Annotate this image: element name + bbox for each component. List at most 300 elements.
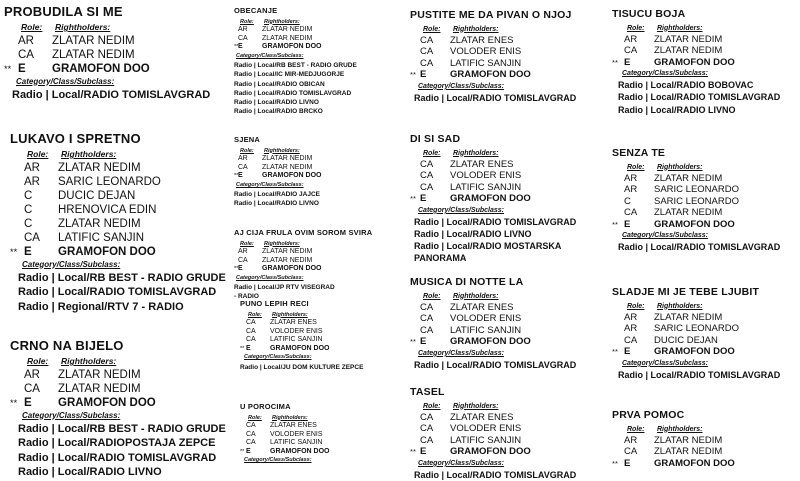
rightholders-header: Rightholders:: [453, 402, 499, 410]
rightholder-row: [622, 173, 780, 185]
role-header: Role:: [27, 356, 49, 366]
rightholder-name: ZLATAR NEDIM: [58, 161, 141, 174]
rightholder-row: [612, 218, 780, 231]
role-code: AR: [24, 368, 40, 381]
rightholder-row: [244, 422, 330, 431]
rightholders-header: Rightholders:: [657, 163, 703, 171]
role-code: E: [624, 218, 631, 230]
role-code: E: [24, 245, 32, 258]
rightholder-name: ZLATAR ENES: [270, 422, 317, 429]
rightholder-name: VOLODER ENIS: [450, 170, 522, 182]
rightholder-row: [10, 396, 226, 410]
role-code: CA: [420, 313, 434, 325]
broadcast-category: Radio | Local/RB BEST - RADIO GRUDE: [18, 422, 226, 435]
broadcast-category: Radio | Local/RADIO LIVNO: [234, 99, 319, 107]
rightholder-row: [418, 170, 576, 182]
column-headers: [236, 240, 372, 249]
rightholder-name: VOLODER ENIS: [270, 327, 323, 335]
rightholders-header: Rightholders:: [272, 311, 308, 318]
rightholder-name: ZLATAR ENES: [450, 158, 514, 170]
rightholder-name: SARIC LEONARDO: [654, 195, 739, 207]
rightholder-row: [418, 435, 576, 447]
rightholder-row: [622, 45, 780, 57]
role-code: AR: [24, 161, 40, 174]
rightholder-row: [236, 43, 357, 52]
category-label: Category/Class/Subclass:: [418, 206, 504, 214]
rightholder-row: [418, 325, 576, 337]
rightholder-row: [22, 368, 226, 382]
rightholders-header: Rightholders:: [657, 425, 703, 433]
rightholder-row: [244, 431, 330, 440]
category-label: Category/Class/Subclass:: [418, 349, 504, 357]
rightholder-row: [418, 182, 576, 194]
rightholder-name: HRENOVICA EDIN: [58, 203, 157, 216]
role-code: E: [238, 43, 243, 51]
role-code: E: [18, 62, 26, 75]
rightholder-row: [240, 344, 363, 354]
role-header: Role:: [240, 240, 254, 247]
column-headers: [16, 22, 210, 34]
role-code: CA: [420, 324, 434, 336]
role-code: E: [624, 56, 631, 68]
rightholder-name: GRAMOFON DOO: [270, 344, 330, 352]
category-label: Category/Class/Subclass:: [236, 52, 304, 59]
column-headers: [244, 311, 363, 320]
role-header: Role:: [248, 414, 262, 421]
song-entry: [612, 8, 780, 116]
rightholders-header: Rightholders:: [264, 18, 300, 25]
rightholder-name: GRAMOFON DOO: [58, 245, 156, 258]
role-header: Role:: [248, 311, 262, 318]
song-entry: [234, 6, 357, 117]
role-header: Role:: [240, 18, 254, 25]
role-header: Role:: [627, 24, 645, 32]
rightholder-row: [4, 62, 210, 76]
role-code: E: [420, 69, 427, 81]
rightholder-row: [236, 257, 372, 266]
role-code: CA: [238, 34, 248, 42]
category-label: Category/Class/Subclass:: [244, 354, 312, 361]
broadcast-category: Radio | Local/RADIO TOMISLAVGRAD: [618, 242, 781, 253]
rightholder-row: [622, 196, 780, 208]
song-title: PUNO LEPIH RECI: [240, 299, 309, 308]
rightholder-row: [418, 313, 576, 325]
role-code: CA: [420, 434, 434, 446]
column-headers: [622, 302, 780, 312]
broadcast-category: Radio | Local/RADIO TOMISLAVGRAD: [18, 286, 217, 298]
song-entry: [4, 4, 210, 102]
rightholder-row: [622, 184, 780, 196]
rightholder-name: ZLATAR NEDIM: [654, 45, 723, 57]
broadcast-category: PANORAMA: [414, 253, 467, 264]
rightholder-name: ZLATAR NEDIM: [262, 256, 313, 264]
song-entry: [240, 299, 363, 372]
broadcast-category: Radio | Local/RADIO OBICAN: [234, 80, 325, 88]
rightholder-name: GRAMOFON DOO: [654, 457, 735, 469]
rightholder-row: [622, 446, 735, 458]
rightholder-name: GRAMOFON DOO: [270, 447, 330, 455]
rightholder-row: [612, 346, 780, 358]
song-title: SJENA: [234, 135, 261, 144]
rightholder-row: [418, 423, 576, 435]
role-code: E: [420, 336, 427, 348]
column-headers: [236, 147, 322, 156]
rightholder-name: ZLATAR NEDIM: [262, 155, 313, 162]
rightholder-name: LATIFIC SANJIN: [450, 181, 522, 193]
rightholder-name: ZLATAR ENES: [450, 301, 514, 313]
song-title: DI SI SAD: [410, 133, 461, 145]
broadcast-category: Radio | Local/IC MIR-MEDJUGORJE: [234, 71, 345, 79]
song-title: LUKAVO I SPRETNO: [10, 131, 141, 146]
rightholders-header: Rightholders:: [453, 292, 499, 300]
role-code: CA: [246, 336, 256, 344]
publisher-marker: **: [410, 447, 416, 457]
rightholder-row: [622, 323, 780, 335]
role-code: CA: [238, 256, 248, 264]
song-title: PROBUDILA SI ME: [4, 4, 123, 19]
role-header: Role:: [627, 425, 645, 433]
role-code: CA: [246, 422, 256, 429]
rightholder-row: [418, 58, 576, 70]
broadcast-category: Radio | Local/RADIO TOMISLAVGRAD: [234, 89, 352, 97]
broadcast-category: Radio | Local/RADIO TOMISLAVGRAD: [414, 92, 577, 103]
rightholder-row: [612, 457, 735, 470]
broadcast-category: Radio | Local/RADIO TOMISLAVGRAD: [414, 359, 577, 370]
rightholders-header: Rightholders:: [55, 22, 111, 32]
broadcast-category: Radio | Local/RADIO LIVNO: [18, 466, 162, 478]
broadcast-category: Radio | Local/RADIO BRCKO: [234, 108, 323, 116]
rightholder-name: ZLATAR NEDIM: [654, 207, 723, 219]
rightholders-header: Rightholders:: [657, 24, 703, 32]
rightholder-name: ZLATAR NEDIM: [654, 434, 723, 446]
rightholder-row: [622, 312, 780, 324]
broadcast-category: Radio | Local/RADIO LIVNO: [414, 229, 532, 240]
rightholder-name: DUCIC DEJAN: [58, 189, 136, 202]
role-code: CA: [420, 34, 434, 46]
broadcast-category: - RADIO: [234, 293, 259, 301]
column-headers: [418, 25, 576, 35]
rightholder-row: [622, 335, 780, 347]
rightholder-name: LATIFIC SANJIN: [270, 439, 323, 447]
role-code: CA: [624, 334, 638, 346]
rightholder-name: GRAMOFON DOO: [450, 193, 531, 205]
publisher-marker: **: [10, 397, 18, 408]
rightholders-header: Rightholders:: [657, 302, 703, 310]
role-code: AR: [624, 311, 638, 323]
rightholder-name: VOLODER ENIS: [450, 46, 522, 58]
role-code: E: [238, 265, 243, 273]
rightholder-name: ZLATAR NEDIM: [52, 34, 135, 47]
role-code: E: [246, 447, 251, 455]
role-header: Role:: [423, 25, 441, 33]
broadcast-category: Radio | Local/RADIO BOBOVAC: [618, 80, 754, 91]
column-headers: [418, 149, 576, 159]
song-entry: [612, 409, 735, 469]
column-headers: [418, 402, 576, 412]
rightholder-name: ZLATAR NEDIM: [262, 34, 313, 42]
rightholder-row: [410, 446, 576, 458]
rightholder-name: GRAMOFON DOO: [262, 43, 322, 51]
rightholder-row: [244, 336, 363, 345]
column-headers: [418, 292, 576, 302]
broadcast-category: Radio | Local/RB BEST - RADIO GRUDE: [234, 62, 357, 70]
role-code: AR: [624, 323, 638, 335]
publisher-marker: **: [612, 347, 618, 357]
rightholder-name: GRAMOFON DOO: [450, 446, 531, 458]
publisher-marker: **: [234, 173, 239, 180]
category-label: Category/Class/Subclass:: [22, 410, 121, 420]
rightholder-row: [16, 34, 210, 48]
column-headers: [622, 24, 780, 34]
role-code: CA: [420, 158, 434, 170]
category-label: Category/Class/Subclass:: [622, 232, 708, 240]
rightholders-header: Rightholders:: [61, 356, 117, 366]
rightholder-name: DUCIC DEJAN: [654, 334, 718, 346]
song-title: OBECANJE: [234, 6, 278, 15]
rightholder-row: [622, 435, 735, 447]
rightholder-name: ZLATAR NEDIM: [52, 48, 135, 61]
rightholder-name: GRAMOFON DOO: [654, 346, 735, 358]
category-label: Category/Class/Subclass:: [622, 359, 708, 367]
rightholder-row: [236, 155, 322, 164]
role-code: CA: [246, 430, 256, 438]
broadcast-category: Radio | Local/RB BEST - RADIO GRUDE: [18, 271, 226, 284]
rightholder-row: [16, 48, 210, 62]
rightholder-name: ZLATAR ENES: [450, 34, 514, 46]
rightholder-name: GRAMOFON DOO: [262, 172, 322, 180]
rightholder-name: ZLATAR NEDIM: [654, 311, 723, 323]
role-code: CA: [624, 446, 638, 458]
rightholders-header: Rightholders:: [61, 149, 117, 159]
song-title: PRVA POMOC: [612, 409, 685, 421]
role-code: AR: [624, 172, 638, 184]
category-label: Category/Class/Subclass:: [22, 259, 121, 269]
column-headers: [22, 356, 226, 368]
role-code: CA: [246, 319, 256, 326]
role-header: Role:: [627, 163, 645, 171]
column-headers: [244, 414, 330, 423]
rightholder-name: GRAMOFON DOO: [58, 396, 156, 409]
rightholder-row: [418, 46, 576, 58]
song-title: U POROCIMA: [240, 402, 291, 411]
role-code: AR: [238, 26, 248, 33]
rightholder-name: SARIC LEONARDO: [654, 323, 739, 335]
rightholder-name: GRAMOFON DOO: [52, 62, 150, 75]
broadcast-category: Radio | Local/JU DOM KULTURE ZEPCE: [240, 363, 364, 371]
rightholder-name: LATIFIC SANJIN: [58, 231, 145, 244]
rightholders-header: Rightholders:: [453, 149, 499, 157]
rightholder-row: [612, 56, 780, 69]
song-title: MUSICA DI NOTTE LA: [410, 276, 524, 288]
rightholder-row: [236, 265, 372, 274]
role-header: Role:: [423, 292, 441, 300]
rightholder-row: [22, 161, 226, 175]
song-entry: [410, 133, 576, 265]
rightholders-header: Rightholders:: [264, 240, 300, 247]
rightholder-row: [240, 447, 330, 457]
song-title: AJ CIJA FRULA OVIM SOROM SVIRA: [234, 228, 373, 237]
song-entry: [10, 131, 226, 314]
role-code: E: [420, 446, 427, 458]
rightholder-row: [410, 69, 576, 81]
rightholder-row: [236, 248, 372, 257]
rightholder-row: [410, 336, 576, 348]
role-code: AR: [624, 434, 638, 446]
rightholder-name: ZLATAR NEDIM: [58, 217, 141, 230]
rightholder-name: VOLODER ENIS: [450, 423, 522, 435]
role-code: C: [24, 189, 33, 202]
role-header: Role:: [423, 402, 441, 410]
rightholder-row: [22, 217, 226, 231]
song-title: PUSTITE ME DA PIVAN O NJOJ: [410, 9, 572, 21]
broadcast-category: Radio | Local/RADIO LIVNO: [234, 200, 319, 208]
rightholder-row: [418, 302, 576, 314]
rightholders-header: Rightholders:: [264, 147, 300, 154]
rightholder-row: [236, 26, 357, 35]
role-code: AR: [624, 33, 638, 45]
role-code: CA: [420, 181, 434, 193]
rightholder-name: SARIC LEONARDO: [58, 175, 161, 188]
publisher-marker: **: [410, 194, 416, 204]
publisher-marker: **: [612, 219, 618, 229]
rightholder-name: GRAMOFON DOO: [654, 218, 735, 230]
category-label: Category/Class/Subclass:: [236, 181, 304, 188]
role-code: CA: [420, 301, 434, 313]
publisher-marker: **: [10, 246, 18, 257]
broadcast-category: Radio | Local/RADIO TOMISLAVGRAD: [18, 451, 217, 464]
song-entry: [410, 9, 576, 104]
rightholder-row: [22, 382, 226, 396]
rightholder-row: [236, 164, 322, 173]
role-code: E: [246, 344, 251, 352]
broadcast-category: Radio | Local/RADIO MOSTARSKA: [414, 241, 562, 252]
column-headers: [236, 18, 357, 27]
rightholder-row: [418, 412, 576, 424]
rightholder-name: GRAMOFON DOO: [262, 265, 322, 273]
song-title: SENZA TE: [612, 147, 666, 159]
rightholder-name: ZLATAR NEDIM: [654, 33, 723, 45]
rightholder-name: GRAMOFON DOO: [450, 336, 531, 348]
column-headers: [622, 163, 780, 173]
role-header: Role:: [627, 302, 645, 310]
publisher-marker: **: [410, 337, 416, 347]
role-code: CA: [420, 57, 434, 69]
rightholder-row: [418, 159, 576, 171]
rightholder-name: ZLATAR NEDIM: [654, 446, 723, 458]
rightholder-name: ZLATAR NEDIM: [58, 368, 141, 381]
song-title: TASEL: [410, 386, 445, 398]
rightholder-row: [622, 34, 780, 46]
role-code: AR: [24, 175, 40, 188]
rightholder-name: GRAMOFON DOO: [450, 69, 531, 81]
rightholder-name: LATIFIC SANJIN: [450, 324, 522, 336]
rightholder-name: ZLATAR NEDIM: [262, 163, 313, 171]
rightholder-name: ZLATAR NEDIM: [58, 382, 141, 395]
publisher-marker: **: [234, 44, 239, 51]
song-entry: [234, 228, 372, 302]
role-code: E: [624, 346, 631, 358]
role-code: CA: [624, 207, 638, 219]
role-code: E: [238, 172, 243, 180]
rightholder-name: ZLATAR NEDIM: [654, 172, 723, 184]
role-code: CA: [624, 45, 638, 57]
rightholder-row: [244, 439, 330, 448]
song-entry: [240, 402, 330, 466]
broadcast-category: Radio | Local/RADIO TOMISLAVGRAD: [414, 469, 577, 480]
publisher-marker: **: [410, 70, 416, 80]
song-title: CRNO NA BIJELO: [10, 338, 124, 353]
rightholder-name: GRAMOFON DOO: [654, 56, 735, 68]
broadcast-category: Radio | Local/RADIO TOMISLAVGRAD: [618, 92, 781, 103]
role-code: AR: [624, 184, 638, 196]
publisher-marker: **: [240, 448, 245, 455]
song-entry: [612, 286, 780, 381]
rightholder-name: LATIFIC SANJIN: [450, 434, 522, 446]
broadcast-category: Radio | Local/RADIO JAJCE: [234, 191, 320, 199]
rightholder-row: [236, 35, 357, 44]
role-code: CA: [420, 411, 434, 423]
song-entry: [410, 276, 576, 371]
role-code: AR: [18, 34, 34, 47]
role-code: CA: [18, 48, 34, 61]
rightholder-row: [418, 35, 576, 47]
song-title: SLADJE MI JE TEBE LJUBIT: [612, 286, 760, 298]
role-code: CA: [420, 46, 434, 58]
rightholder-row: [244, 319, 363, 328]
role-header: Role:: [423, 149, 441, 157]
song-entry: [410, 386, 576, 481]
role-code: AR: [238, 248, 248, 255]
role-code: E: [420, 193, 427, 205]
rightholder-name: ZLATAR NEDIM: [262, 26, 313, 33]
rightholder-name: ZLATAR ENES: [270, 319, 317, 326]
rightholder-row: [22, 231, 226, 245]
rightholder-name: LATIFIC SANJIN: [450, 57, 522, 69]
broadcast-category: Radio | Local/RADIO LIVNO: [618, 104, 736, 115]
song-entry: [612, 147, 780, 254]
role-code: C: [24, 203, 33, 216]
rightholder-row: [244, 328, 363, 337]
role-code: E: [624, 457, 631, 469]
column-headers: [622, 425, 735, 435]
role-code: AR: [238, 155, 248, 162]
broadcast-category: Radio | Local/RADIO TOMISLAVGRAD: [618, 369, 781, 380]
role-code: CA: [24, 231, 40, 244]
role-code: CA: [246, 439, 256, 447]
rightholder-row: [22, 203, 226, 217]
song-entry: [10, 338, 226, 480]
rightholder-row: [22, 189, 226, 203]
rightholder-name: VOLODER ENIS: [270, 430, 323, 438]
rightholder-name: VOLODER ENIS: [450, 313, 522, 325]
role-code: CA: [420, 170, 434, 182]
role-code: CA: [24, 382, 40, 395]
broadcast-category: Radio | Local/RADIO TOMISLAVGRAD: [12, 88, 211, 101]
rightholder-row: [10, 245, 226, 259]
role-code: CA: [238, 163, 248, 171]
rightholders-header: Rightholders:: [453, 25, 499, 33]
rightholder-name: SARIC LEONARDO: [654, 184, 739, 196]
song-entry: [234, 135, 322, 209]
publisher-marker: **: [612, 458, 618, 468]
column-headers: [22, 149, 226, 161]
rightholder-name: ZLATAR ENES: [450, 411, 514, 423]
publisher-marker: **: [612, 57, 618, 67]
rightholder-row: [22, 175, 226, 189]
role-header: Role:: [240, 147, 254, 154]
rightholder-name: LATIFIC SANJIN: [270, 336, 323, 344]
role-code: C: [624, 195, 631, 207]
